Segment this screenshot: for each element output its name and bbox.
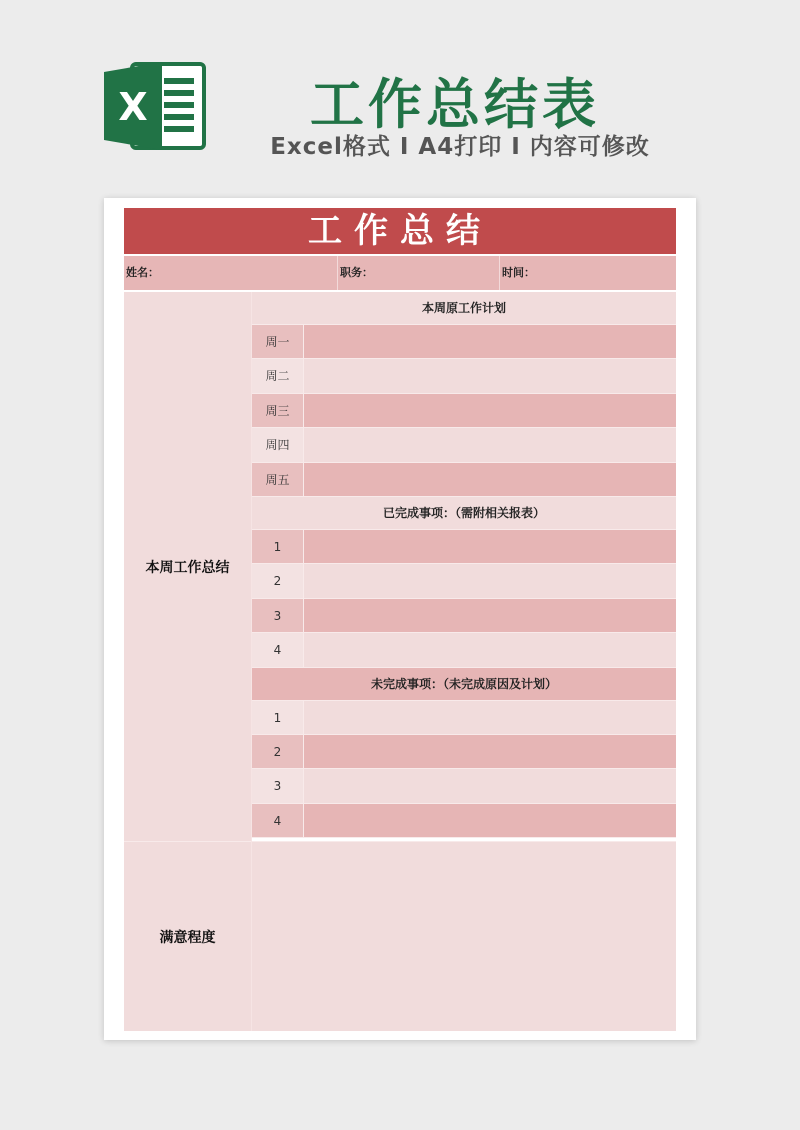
worksheet (124, 208, 676, 1031)
plan-cell[interactable] (304, 463, 676, 496)
plan-section-heading: 本周原工作计划 (252, 292, 676, 325)
uncompleted-item-number: 3 (252, 769, 304, 802)
plan-cell[interactable] (304, 359, 676, 392)
paper-sheet (104, 198, 696, 1040)
completed-item-number: 1 (252, 530, 304, 563)
uncompleted-row[interactable] (252, 769, 676, 803)
completed-section-heading: 已完成事项：（需附相关报表） (252, 497, 676, 530)
completed-row[interactable] (252, 633, 676, 667)
completed-row[interactable] (252, 599, 676, 633)
summary-detail-column (252, 292, 676, 841)
plan-cell[interactable] (304, 394, 676, 427)
plan-day-label: 周二 (252, 359, 304, 392)
plan-row[interactable] (252, 359, 676, 393)
completed-item-number: 3 (252, 599, 304, 632)
plan-day-label: 周五 (252, 463, 304, 496)
satisfaction-label-column (124, 841, 252, 1031)
plan-cell[interactable] (304, 428, 676, 461)
uncompleted-item-number: 4 (252, 804, 304, 837)
plan-row[interactable] (252, 394, 676, 428)
completed-cell[interactable] (304, 633, 676, 666)
page-title: 工作总结表 (310, 73, 600, 136)
uncompleted-cell[interactable] (304, 701, 676, 734)
uncompleted-row[interactable] (252, 701, 676, 735)
uncompleted-item-number: 2 (252, 735, 304, 768)
plan-day-label: 周一 (252, 325, 304, 358)
uncompleted-cell[interactable] (304, 804, 676, 837)
sheet-banner-title: 工作总结 (124, 208, 676, 254)
completed-cell[interactable] (304, 530, 676, 563)
page-subtitle: Excel格式 I A4打印 I 内容可修改 (270, 134, 650, 160)
position-field[interactable]: 职务： (338, 256, 500, 290)
summary-label-column (124, 292, 252, 841)
completed-cell[interactable] (304, 599, 676, 632)
plan-day-label: 周三 (252, 394, 304, 427)
uncompleted-section-heading: 未完成事项：（未完成原因及计划） (252, 668, 676, 701)
uncompleted-row[interactable] (252, 735, 676, 769)
plan-day-label: 周四 (252, 428, 304, 461)
satisfaction-label: 满意程度 (124, 841, 251, 1031)
uncompleted-cell[interactable] (304, 769, 676, 802)
satisfaction-column (252, 841, 676, 1031)
completed-row[interactable] (252, 530, 676, 564)
plan-row[interactable] (252, 325, 676, 359)
satisfaction-grid (124, 841, 676, 1031)
weekly-summary-label: 本周工作总结 (124, 292, 251, 841)
plan-row[interactable] (252, 463, 676, 497)
completed-cell[interactable] (304, 564, 676, 597)
plan-cell[interactable] (304, 325, 676, 358)
svg-text:X: X (118, 85, 148, 129)
uncompleted-item-number: 1 (252, 701, 304, 734)
uncompleted-row[interactable] (252, 804, 676, 838)
summary-grid (124, 292, 676, 841)
satisfaction-input-area[interactable] (252, 841, 676, 1031)
name-field[interactable]: 姓名： (124, 256, 338, 290)
time-field[interactable]: 时间： (502, 266, 535, 279)
plan-row[interactable] (252, 428, 676, 462)
completed-item-number: 4 (252, 633, 304, 666)
completed-row[interactable] (252, 564, 676, 598)
uncompleted-cell[interactable] (304, 735, 676, 768)
completed-item-number: 2 (252, 564, 304, 597)
info-row (124, 256, 676, 290)
